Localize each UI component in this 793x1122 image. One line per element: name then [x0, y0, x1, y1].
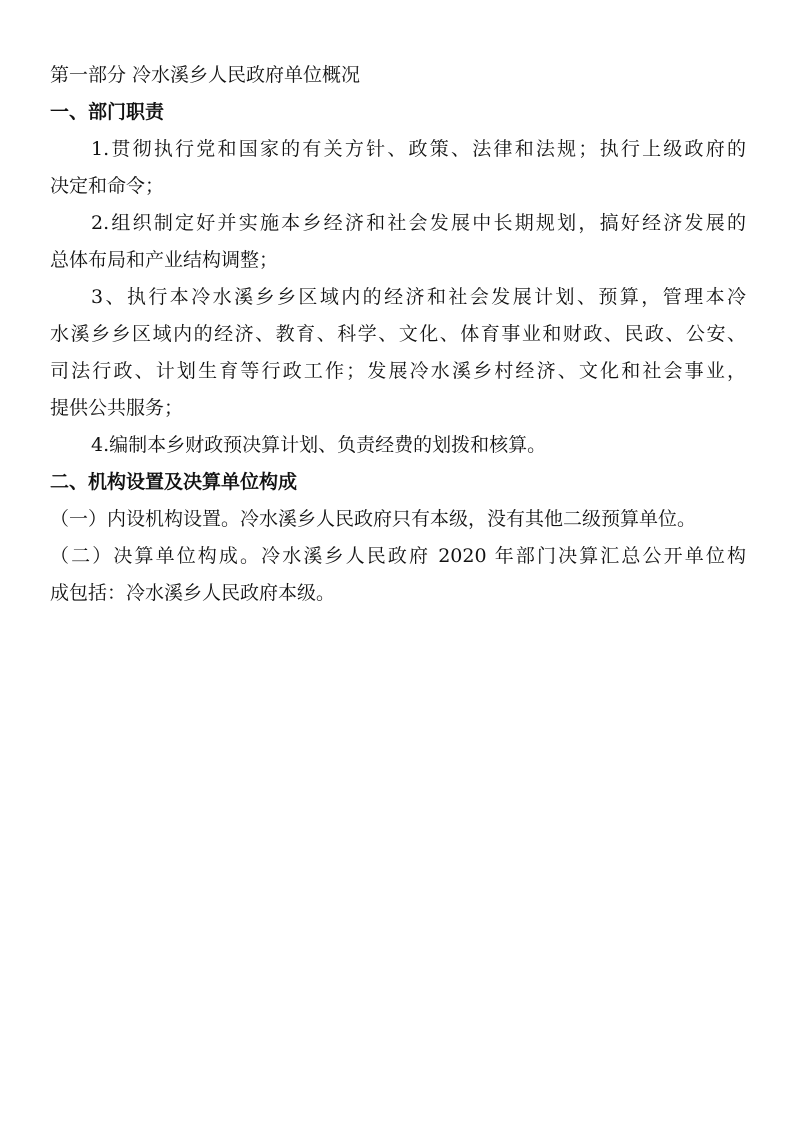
paragraph-line: 总体布局和产业结构调整；	[50, 249, 279, 271]
paragraph-line: （二）决算单位构成。冷水溪乡人民政府 2020 年部门决算汇总公开单位构	[50, 545, 746, 567]
paragraph-line: 1.贯彻执行党和国家的有关方针、政策、法律和法规；执行上级政府的	[91, 138, 746, 160]
section-heading-structure: 二、机构设置及决算单位构成	[50, 471, 298, 493]
paragraph-line: 司法行政、计划生育等行政工作；发展冷水溪乡村经济、文化和社会事业，	[50, 360, 746, 382]
document-body	[50, 57, 746, 612]
paragraph-line: 2.组织制定好并实施本乡经济和社会发展中长期规划，搞好经济发展的	[91, 212, 746, 234]
duty-item-4	[50, 427, 746, 464]
paragraph-line: （一）内设机构设置。冷水溪乡人民政府只有本级，没有其他二级预算单位。	[50, 508, 697, 530]
paragraph-line: 提供公共服务；	[50, 397, 184, 419]
structure-item-1	[50, 501, 746, 538]
paragraph-line: 水溪乡乡区域内的经济、教育、科学、文化、体育事业和财政、民政、公安、	[50, 323, 746, 345]
duty-item-2	[50, 205, 746, 279]
structure-item-2	[50, 538, 746, 612]
paragraph-line: 4.编制本乡财政预决算计划、负责经费的划拨和核算。	[91, 434, 547, 456]
document-title: 第一部分 冷水溪乡人民政府单位概况	[50, 64, 361, 86]
paragraph-line: 成包括：冷水溪乡人民政府本级。	[50, 582, 336, 604]
duty-item-1	[50, 131, 746, 205]
duty-item-3	[50, 279, 746, 427]
paragraph-line: 决定和命令；	[50, 175, 165, 197]
paragraph-line: 3、执行本冷水溪乡乡区域内的经济和社会发展计划、预算，管理本冷	[91, 286, 746, 308]
section-heading-duties: 一、部门职责	[50, 101, 165, 123]
